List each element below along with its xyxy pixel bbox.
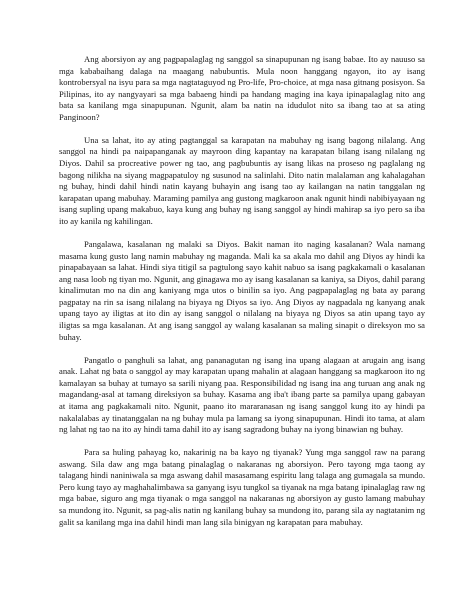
essay-body	[59, 54, 425, 539]
paragraph-3: Pangalawa, kasalanan ng malaki sa Diyos. Bakit naman ito naging kasalanan? Wala namang masama kung gusto lang namin mabuhay ng maganda. Mali ka sa akala mo dahil ang Diyos ay hindi ka pinapabayaan sa lahat. Hindi siya titigil sa pagtulong sayo kahit nabuo sa isang pagkakamali o kasalanan ang nasa loob ng tiyan mo. Ngunit, ang ginagawa mo ay isang kasalanan sa kaniya, sa Diyos, dahil parang kinalimutan mo na din ang kaniyang mga utos o binilin sa iyo. Ang pagpapalaglag ng bata ay parang pagpatay na rin sa isang nilalang na biyaya ng Diyos sa iyo. Ang Diyos ay nagpadala ng kanyang anak upang tayo ay iligtas at ito din ay isang sanggol o nilalang na biyaya ng Diyos sa atin upang tayo ay iligtas sa mga kasalanan. At ang isang sanggol ay walang kasalanan sa maling sinapit o direksyon mo sa buhay.	[59, 238, 425, 342]
paragraph-2: Una sa lahat, ito ay ating pagtanggal sa karapatan na mabuhay ng isang bagong nilalang. Ang sanggol na hindi pa naipapanganak ay mayroon ding kapantay na karapatan bilang isang nilalang ng Diyos. Dahil sa procreative power ng tao, ang pagbubuntis ay isang likas na proseso ng paglalang ng bagong nilikha na siyang magpapatuloy ng susunod na salinlahi. Dito natin malalaman ang kahalagahan ng buhay, hindi dahil hindi natin kayang buhayin ang isang tao ay kailangan na natin tanggalan ng karapatan upang mabuhay. Maraming pamilya ang gustong magkaroon anak ngunit hindi nabibiyayaan ng isang supling upang makabuo, kaya kung ang buhay ng isang sanggol ay hindi mahirap sa iyo pero sa iba ito ay kanila ng kahilingan.	[59, 134, 425, 227]
paragraph-5: Para sa huling pahayag ko, nakarinig na ba kayo ng tiyanak? Yung mga sanggol raw na parang aswang. Sila daw ang mga batang pinalaglag o nakaranas ng aborsiyon. Pero tayong mga taong ay talagang hindi naniniwala sa mga aswang dahil masasamang espiritu lang talaga ang gumagala sa mundo. Pero kung tayo ay maghahalimbawa sa ganyang isyu tungkol sa tiyanak na mga batang ipinalaglag raw ng mga babae, siguro ang mga tiyanak o mga sanggol na nakaranas ng aborsiyon ay gusto lamang mabuhay sa mundong ito. Ngunit, sa pag-alis natin ng kanilang buhay sa mundong ito, parang sila ay nagtatanim ng galit sa kanilang mga ina dahil hindi man lang sila binigyan ng karapatan para mabuhay.	[59, 447, 425, 527]
paragraph-4: Pangatlo o panghuli sa lahat, ang pananagutan ng isang ina upang alagaan at arugain ang isang anak. Lahat ng bata o sanggol ay may karapatan upang mahalin at alagaan hanggang sa magkaroon ito ng kamalayan sa buhay at tumayo sa sarili niyang paa. Responsibilidad ng isang ina ang turuan ang anak ng magandang-asal at tamang direksiyon sa buhay. Kasama ang iba't ibang parte sa pamilya upang gabayan at itama ang pagkakamali nito. Ngunit, paano ito mararanasan ng isang sanggol kung ito ay hindi pa nakalalabas ay tinatanggalan na ng buhay mula pa lamang sa iyong sinapupunan. Hindi ito tama, at alam ng lahat ng tao na ito ay hindi tama dahil ito ay isang sagradong buhay na iyong binawian ng buhay.	[59, 354, 425, 435]
paragraph-1: Ang aborsiyon ay ang pagpapalaglag ng sanggol sa sinapupunan ng isang babae. Ito ay nauuso sa mga kababaihang dalaga na maagang nabubuntis. Mula noon hanggang ngayon, ito ay isang kontrobersyal na isyu para sa mga nagtataguyod ng Pro-life, Pro-choice, at mga nasa gitnang posisyon. Sa Pilipinas, ito ay nangyayari sa mga babaeng hindi pa handang maging ina kaya ipinapalaglag nito ang bata sa kanilang mga sinapupunan. Ngunit, alam ba natin na idudulot nito sa ibang tao at sa ating Panginoon?	[59, 54, 425, 122]
